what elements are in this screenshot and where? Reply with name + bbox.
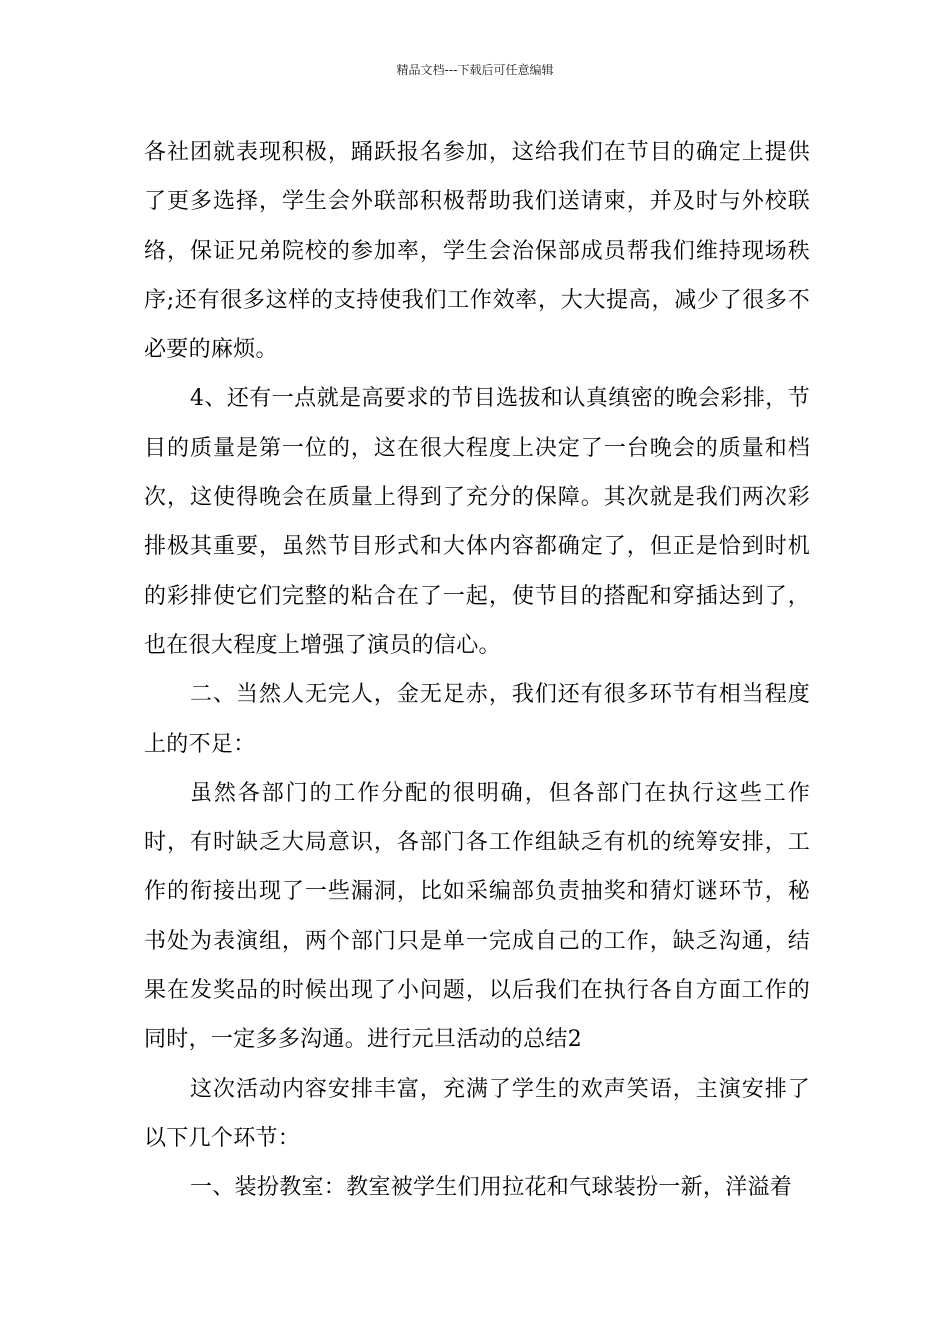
paragraph-shortcomings: 虽然各部门的工作分配的很明确，但各部门在执行这些工作时，有时缺乏大局意识，各部门各工作组缺乏有机的统筹安排，工作的衔接出现了一些漏洞，比如采编部负责抽奖和猜灯谜环节，秘书处为表演组，两个部门只是单一完成自己的工作，缺乏沟通，结果在发奖品的时候出现了小问题，以后我们在执行各自方面工作的同时，一定多多沟通。进行元旦活动的总结2 <box>144 780 810 1053</box>
paragraph-continuation: 各社团就表现积极，踊跃报名参加，这给我们在节目的确定上提供了更多选择，学生会外联部积极帮助我们送请柬，并及时与外校联络，保证兄弟院校的参加率，学生会治保部成员帮我们维持现场秩序;还有很多这样的支持使我们工作效率，大大提高，减少了很多不必要的麻烦。 <box>144 140 810 363</box>
paragraph-point-4: 4、还有一点就是高要求的节目选拔和认真缜密的晚会彩排，节目的质量是第一位的，这在很大程度上决定了一台晚会的质量和档次，这使得晚会在质量上得到了充分的保障。其次就是我们两次彩排极其重要，虽然节目形式和大体内容都确定了，但正是恰到时机的彩排使它们完整的粘合在了一起，使节目的搭配和穿插达到了，也在很大程度上增强了演员的信心。 <box>144 386 810 658</box>
paragraph-decorate-classroom: 一、装扮教室：教室被学生们用拉花和气球装扮一新，洋溢着 <box>190 1175 793 1201</box>
paragraph-activity-intro: 这次活动内容安排丰富，充满了学生的欢声笑语，主演安排了以下几个环节： <box>144 1076 810 1151</box>
page-header: 精品文档---下载后可任意编辑 <box>396 63 554 77</box>
paragraph-section-2-heading: 二、当然人无完人，金无足赤，我们还有很多环节有相当程度上的不足： <box>144 682 810 757</box>
document-body <box>144 128 810 1213</box>
